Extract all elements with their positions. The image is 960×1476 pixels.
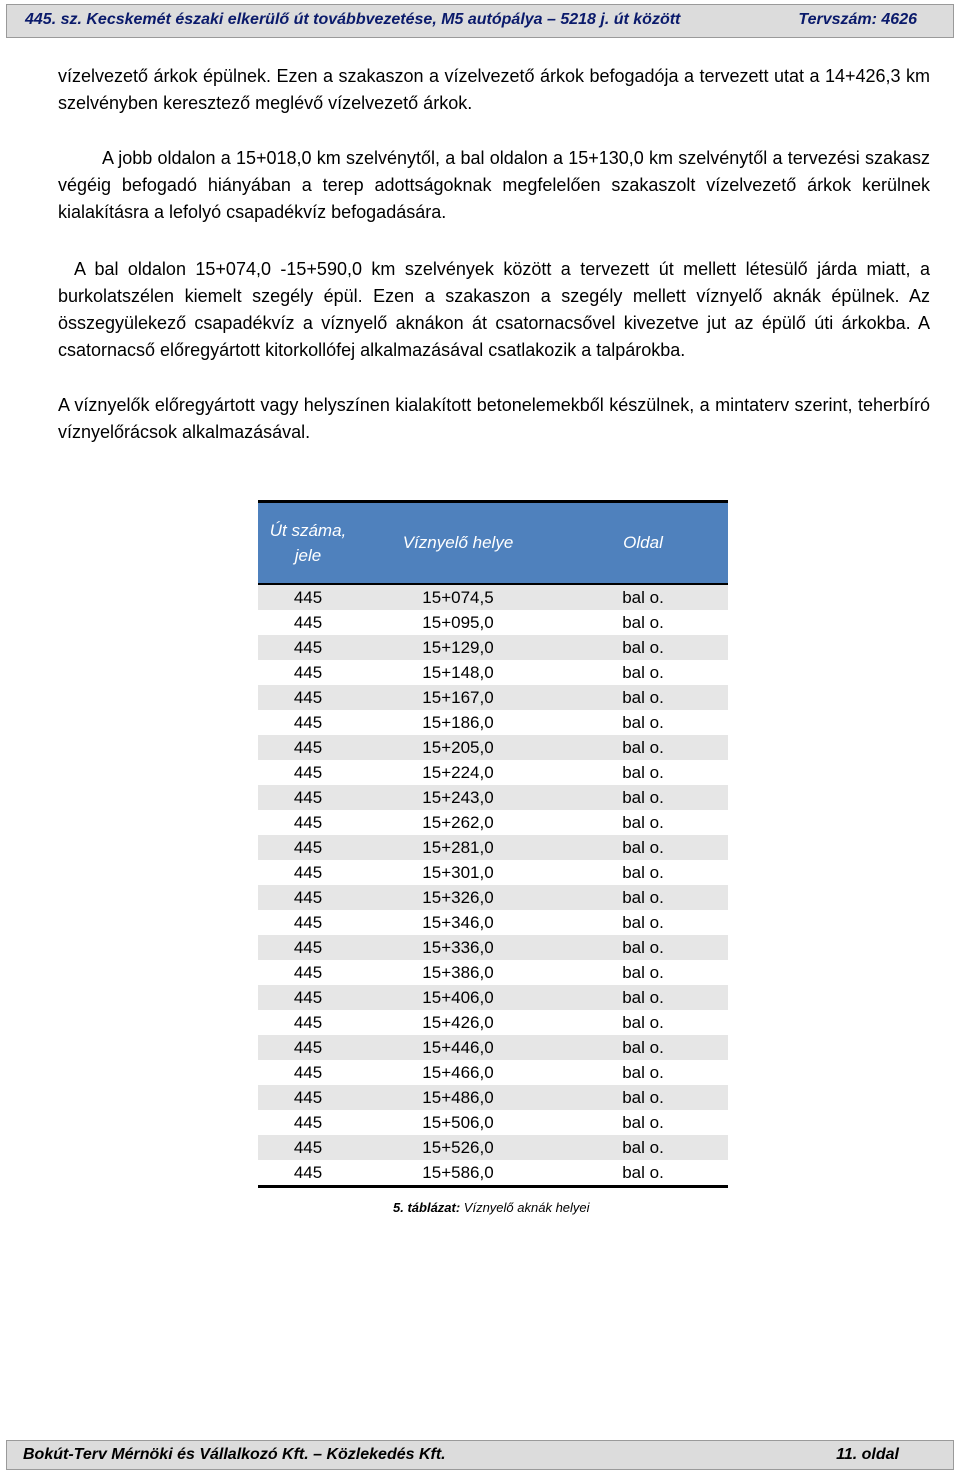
cell-side: bal o. bbox=[622, 688, 664, 707]
table-row bbox=[258, 760, 728, 785]
cell-side: bal o. bbox=[622, 613, 664, 632]
cell-road: 445 bbox=[293, 938, 323, 957]
cell-location: 15+526,0 bbox=[422, 1138, 494, 1157]
table-caption bbox=[393, 1200, 590, 1215]
cell-location: 15+186,0 bbox=[422, 713, 494, 732]
cell-location: 15+336,0 bbox=[422, 938, 494, 957]
cell-side: bal o. bbox=[622, 713, 664, 732]
cell-road: 445 bbox=[293, 1063, 323, 1082]
table-row bbox=[258, 810, 728, 835]
cell-road: 445 bbox=[293, 838, 323, 857]
cell-side: bal o. bbox=[622, 738, 664, 757]
cell-location: 15+301,0 bbox=[422, 863, 494, 882]
cell-side: bal o. bbox=[622, 588, 664, 607]
cell-location: 15+386,0 bbox=[422, 963, 494, 982]
cell-road: 445 bbox=[293, 1088, 323, 1107]
page-number: 11. oldal bbox=[836, 1446, 899, 1463]
cell-location: 15+506,0 bbox=[422, 1113, 494, 1132]
cell-road: 445 bbox=[293, 863, 323, 882]
plan-number: Tervszám: 4626 bbox=[798, 11, 917, 28]
table-row bbox=[258, 960, 728, 985]
cell-side: bal o. bbox=[622, 638, 664, 657]
cell-location: 15+281,0 bbox=[422, 838, 494, 857]
table-row bbox=[258, 1035, 728, 1060]
table-row bbox=[258, 635, 728, 660]
cell-location: 15+346,0 bbox=[422, 913, 494, 932]
column-header-location: Víznyelő helye bbox=[358, 502, 558, 585]
cell-side: bal o. bbox=[622, 763, 664, 782]
cell-road: 445 bbox=[293, 913, 323, 932]
cell-side: bal o. bbox=[622, 838, 664, 857]
table-row bbox=[258, 660, 728, 685]
cell-road: 445 bbox=[293, 1013, 323, 1032]
cell-location: 15+486,0 bbox=[422, 1088, 494, 1107]
table-row bbox=[258, 1135, 728, 1160]
cell-road: 445 bbox=[293, 638, 323, 657]
cell-side: bal o. bbox=[622, 888, 664, 907]
page-header bbox=[6, 4, 954, 38]
table-row bbox=[258, 1060, 728, 1085]
cell-side: bal o. bbox=[622, 938, 664, 957]
cell-side: bal o. bbox=[622, 788, 664, 807]
column-header-side: Oldal bbox=[558, 502, 728, 585]
cell-road: 445 bbox=[293, 963, 323, 982]
document-title: 445. sz. Kecskemét északi elkerülő út továbbvezetése, M5 autópálya – 5218 j. út között bbox=[25, 11, 681, 28]
table-row bbox=[258, 584, 728, 610]
cell-road: 445 bbox=[293, 888, 323, 907]
cell-road: 445 bbox=[293, 613, 323, 632]
cell-road: 445 bbox=[258, 1160, 358, 1187]
cell-location: 15+243,0 bbox=[422, 788, 494, 807]
cell-road: 445 bbox=[293, 988, 323, 1007]
cell-side: bal o. bbox=[622, 988, 664, 1007]
cell-side: bal o. bbox=[622, 863, 664, 882]
table-body bbox=[258, 584, 728, 1187]
cell-road: 445 bbox=[293, 1138, 323, 1157]
table-row bbox=[258, 935, 728, 960]
paragraph-3: A bal oldalon 15+074,0 -15+590,0 km szelvények között a tervezett út mellett létesülő járda miatt, a burkolatszélen kiemelt szegély épül. Ezen a szakaszon a szegély mellett víznyelő aknák épülnek. Az összegyülekező csapadékvíz a víznyelő aknákon át csatornacsővel kivezetve jut az épülő úti árkokba. A csatornacső előregyártott kitorkollófej alkalmazásával csatlakozik a talpárokba. bbox=[58, 259, 930, 360]
cell-side: bal o. bbox=[622, 1138, 664, 1157]
cell-road: 445 bbox=[293, 738, 323, 757]
table-row bbox=[258, 1110, 728, 1135]
cell-location: 15+446,0 bbox=[422, 1038, 494, 1057]
table-row bbox=[258, 710, 728, 735]
table-row bbox=[258, 860, 728, 885]
column-header-road: Út száma, jele bbox=[258, 502, 358, 585]
cell-road: 445 bbox=[293, 813, 323, 832]
cell-location: 15+205,0 bbox=[422, 738, 494, 757]
cell-location: 15+095,0 bbox=[422, 613, 494, 632]
cell-location: 15+466,0 bbox=[422, 1063, 494, 1082]
cell-location: 15+406,0 bbox=[422, 988, 494, 1007]
cell-road: 445 bbox=[293, 688, 323, 707]
paragraph-4: A víznyelők előregyártott vagy helyszínen kialakított betonelemekből készülnek, a mintaterv szerint, teherbíró víznyelőrácsok alkalmazásával. bbox=[58, 395, 930, 442]
cell-location: 15+148,0 bbox=[422, 663, 494, 682]
cell-road: 445 bbox=[293, 788, 323, 807]
table-row bbox=[258, 685, 728, 710]
table-row bbox=[258, 610, 728, 635]
page-footer bbox=[6, 1440, 954, 1470]
cell-road: 445 bbox=[293, 763, 323, 782]
cell-location: 15+326,0 bbox=[422, 888, 494, 907]
cell-road: 445 bbox=[293, 588, 323, 607]
cell-side: bal o. bbox=[622, 1038, 664, 1057]
cell-location: 15+586,0 bbox=[358, 1160, 558, 1187]
table-row bbox=[258, 885, 728, 910]
cell-road: 445 bbox=[293, 663, 323, 682]
cell-side: bal o. bbox=[622, 963, 664, 982]
table-row bbox=[258, 785, 728, 810]
paragraph-2: A jobb oldalon a 15+018,0 km szelvénytől, a bal oldalon a 15+130,0 km szelvénytől a tervezési szakasz végéig befogadó hiányában a terep adottságoknak megfelelően szakaszolt vízelvezető árkok kerülnek kialakításra a lefolyó csapadékvíz befogadására. bbox=[58, 148, 930, 222]
cell-side: bal o. bbox=[622, 813, 664, 832]
table-row bbox=[258, 985, 728, 1010]
caption-label: 5. táblázat: bbox=[393, 1200, 461, 1215]
cell-side: bal o. bbox=[622, 1063, 664, 1082]
table-row bbox=[258, 735, 728, 760]
cell-location: 15+426,0 bbox=[422, 1013, 494, 1032]
cell-side: bal o. bbox=[622, 913, 664, 932]
paragraph-1: vízelvezető árkok épülnek. Ezen a szakaszon a vízelvezető árkok befogadója a tervezett utat a 14+426,3 km szelvényben keresztező meglévő vízelvezető árkok. bbox=[58, 66, 930, 113]
cell-location: 15+167,0 bbox=[422, 688, 494, 707]
cell-road: 445 bbox=[293, 1113, 323, 1132]
cell-side: bal o. bbox=[558, 1160, 728, 1187]
cell-side: bal o. bbox=[622, 1088, 664, 1107]
company-name: Bokút-Terv Mérnöki és Vállalkozó Kft. – Közlekedés Kft. bbox=[23, 1446, 446, 1463]
table-row bbox=[258, 1010, 728, 1035]
cell-location: 15+129,0 bbox=[422, 638, 494, 657]
cell-location: 15+224,0 bbox=[422, 763, 494, 782]
cell-side: bal o. bbox=[622, 1113, 664, 1132]
cell-location: 15+074,5 bbox=[422, 588, 494, 607]
cell-location: 15+262,0 bbox=[422, 813, 494, 832]
cell-road: 445 bbox=[293, 1038, 323, 1057]
cell-side: bal o. bbox=[622, 663, 664, 682]
caption-text: Víznyelő aknák helyei bbox=[460, 1200, 590, 1215]
cell-side: bal o. bbox=[622, 1013, 664, 1032]
inlet-locations-table bbox=[258, 500, 728, 1188]
cell-road: 445 bbox=[293, 713, 323, 732]
table-row bbox=[258, 910, 728, 935]
table-row bbox=[258, 835, 728, 860]
table-row bbox=[258, 1085, 728, 1110]
table-header-row bbox=[258, 502, 728, 585]
table-row bbox=[258, 1160, 728, 1187]
